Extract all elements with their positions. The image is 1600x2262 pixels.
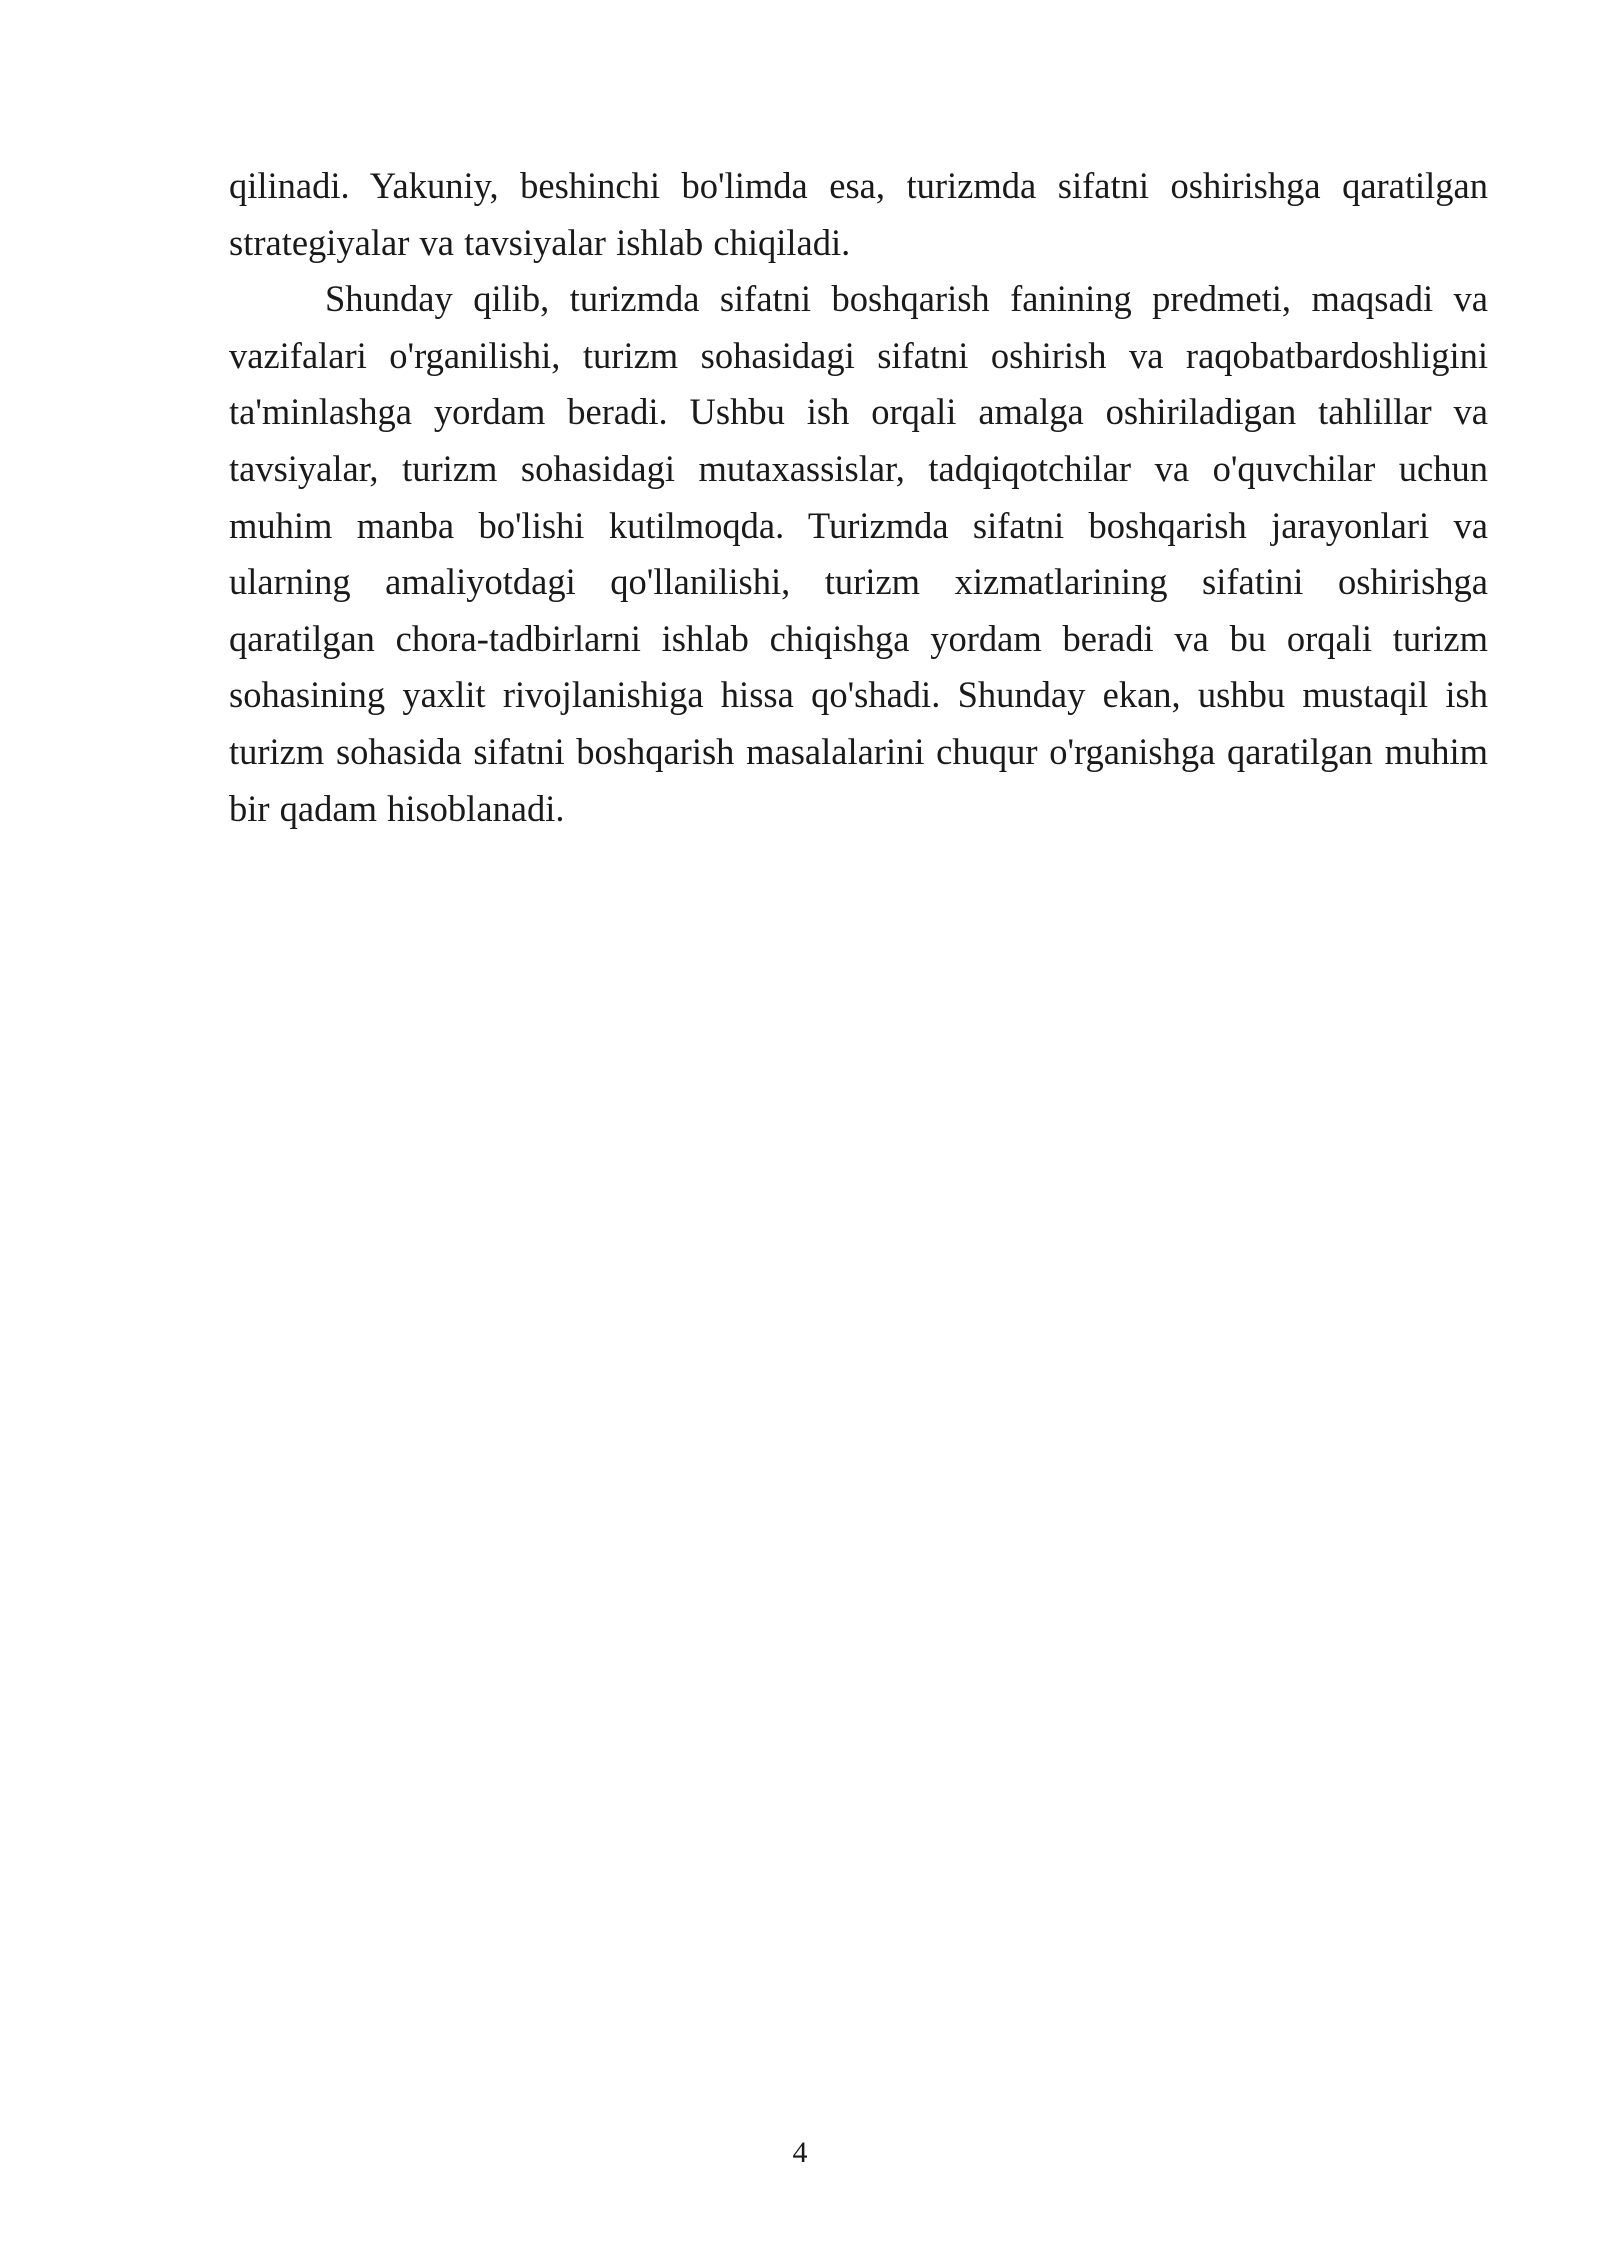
page-number: 4 <box>792 2136 808 2169</box>
paragraph-conclusion: Shunday qilib, turizmda sifatni boshqarish fanining predmeti, maqsadi va vazifalari o'rganilishi, turizm sohasidagi sifatni oshirish va raqobatbardoshligini ta'minlashga yordam beradi. Ushbu ish orqali amalga oshiriladigan tahlillar va tavsiyalar, turizm sohasidagi mutaxassislar, tadqiqotchilar va o'quvchilar uchun muhim manba bo'lishi kutilmoqda. Turizmda sifatni boshqarish jarayonlari va ularning amaliyotdagi qo'llanilishi, turizm xizmatlarining sifatini oshirishga qaratilgan chora-tadbirlarni ishlab chiqishga yordam beradi va bu orqali turizm sohasining yaxlit rivojlanishiga hissa qo'shadi. Shunday ekan, ushbu mustaqil ish turizm sohasida sifatni boshqarish masalalarini chuqur o'rganishga qaratilgan muhim bir qadam hisoblanadi. <box>229 278 1488 829</box>
document-body <box>229 158 1488 837</box>
paragraph-continuation: qilinadi. Yakuniy, beshinchi bo'limda esa, turizmda sifatni oshirishga qaratilgan strategiyalar va tavsiyalar ishlab chiqiladi. <box>229 165 1488 263</box>
